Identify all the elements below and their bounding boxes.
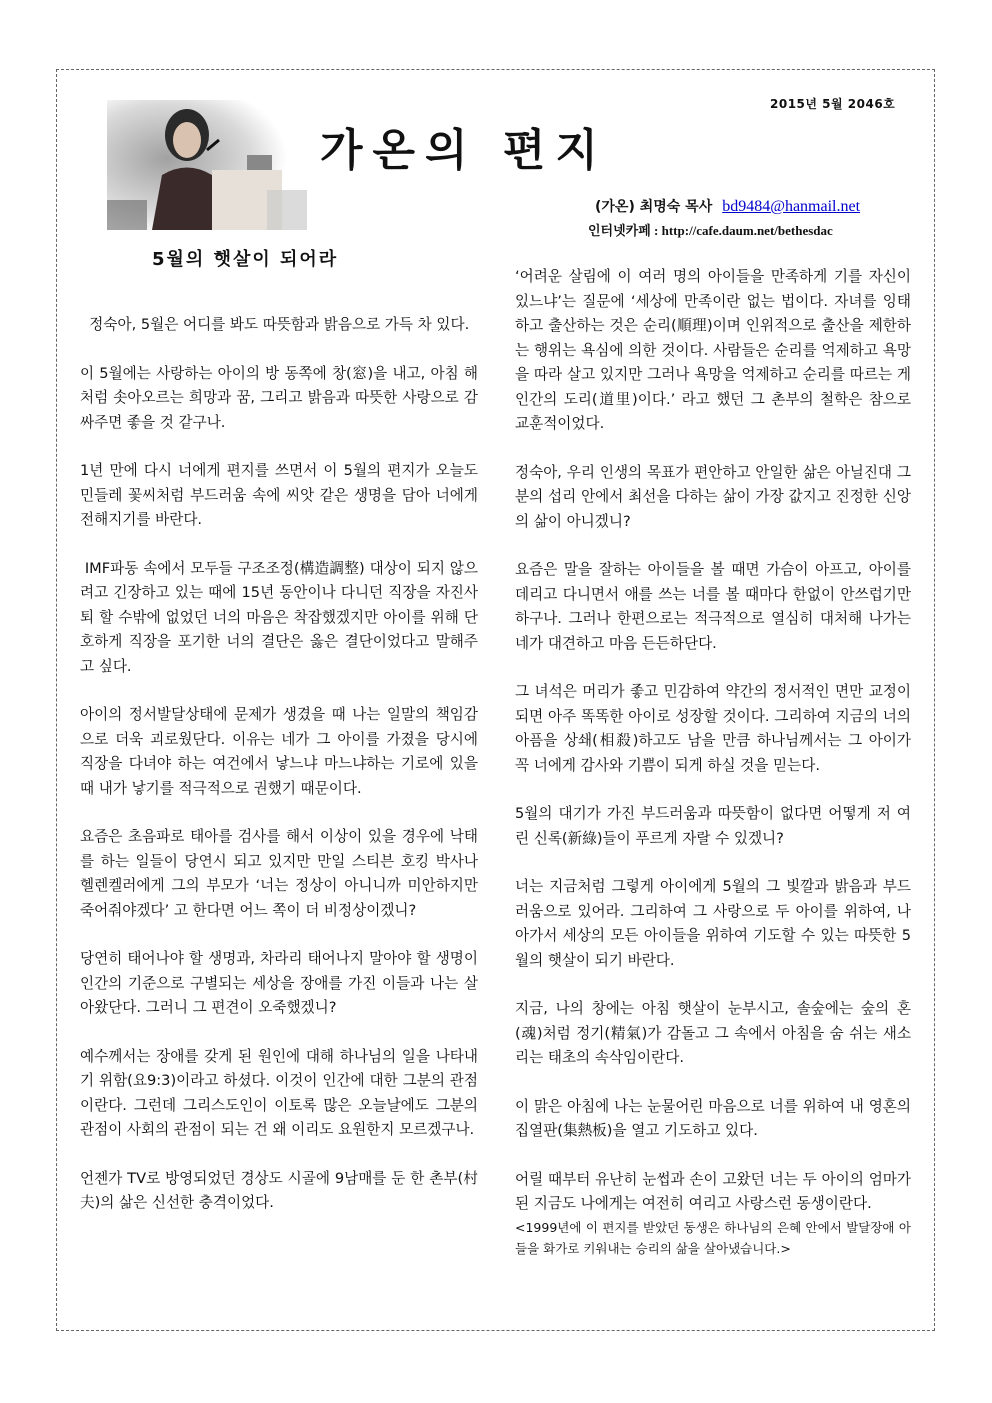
paragraph: 이 맑은 아침에 나는 눈물어린 마음으로 너를 위하여 내 영혼의 집열판(集熱板)을 열고 기도하고 있다. [515,1097,911,1139]
paragraph: 요즘은 초음파로 태아를 검사를 해서 이상이 있을 경우에 낙태를 하는 일들이 당연시 되고 있지만 만일 스티븐 호킹 박사나 헬렌켈러에게 그의 부모가 ‘너는 정상이 아니니까 미안하지만 죽어줘야겠다’ 고 한다면 어느 쪽이 더 비정상이겠니? [80,828,478,919]
author-line [595,196,860,216]
paragraph: 요즘은 말을 잘하는 아이들을 볼 때면 가슴이 아프고, 아이를 데리고 다니면서 애를 쓰는 너를 볼 때마다 한없이 안쓰럽기만 하구나. 그러나 한편으로는 적극적으로 열심히 대처해 나가는 네가 대견하고 마음 든든하단다. [515,561,911,652]
author-name: (가온) 최명숙 목사 [595,199,713,215]
paragraph: 그 녀석은 머리가 좋고 민감하여 약간의 정서적인 면만 교정이 되면 아주 똑똑한 아이로 성장할 것이다. 그리하여 지금의 너의 아픔을 상쇄(相殺)하고도 남을 만큼 하나님께서는 그 아이가 꼭 너에게 감사와 기쁨이 되게 하실 것을 믿는다. [515,683,911,774]
left-column [80,313,478,1240]
paragraph: 5월의 대기가 가진 부드러움과 따뜻함이 없다면 어떻게 저 여린 신록(新綠)들이 푸르게 자랄 수 있겠니? [515,805,911,847]
paragraph: 1년 만에 다시 너에게 편지를 쓰면서 이 5월의 편지가 오늘도 민들레 꽃씨처럼 부드러움 속에 씨앗 같은 생명을 담아 너에게 전해지기를 바란다. [80,462,478,528]
paragraph: 이 5월에는 사랑하는 아이의 방 동쪽에 창(窓)을 내고, 아침 해처럼 솟아오르는 희망과 꿈, 그리고 밝음과 따뜻한 사랑으로 감싸주면 좋을 것 같구나. [80,364,478,431]
paragraph: 지금, 나의 창에는 아침 햇살이 눈부시고, 솔숲에는 숲의 혼(魂)처럼 정기(精氣)가 감돌고 그 속에서 아침을 숨 쉬는 새소리는 태초의 속삭임이란다. [515,1000,911,1066]
cafe-url: 인터넷카페 : http://cafe.daum.net/bethesdac [588,223,833,238]
paragraph: 예수께서는 장애를 갖게 된 원인에 대해 하나님의 일을 나타내기 위함(요9:3)이라고 하셨다. 이것이 인간에 대한 그분의 관점이란다. 그런데 그리스도인이 이토록 많은 오늘날에도 그분의 관점이 사회의 관점이 되는 건 왜 이리도 요원한지 모르겠구나. [80,1047,478,1138]
paragraph: 정숙아, 우리 인생의 목표가 편안하고 안일한 삶은 아닐진대 그분의 섭리 안에서 최선을 다하는 삶이 가장 값지고 진정한 신앙의 삶이 아니겠니? [515,463,911,530]
paragraph: IMF파동 속에서 모두들 구조조정(構造調整) 대상이 되지 않으려고 긴장하고 있는 때에 15년 동안이나 다니던 직장을 자진사퇴 할 수밖에 없었던 너의 마음은 착잡했겠지만 아이를 위해 단호하게 직장을 포기한 너의 결단은 옳은 결단이었다고 말해주고 싶다. [80,559,478,675]
closing-note: <1999년에 이 편지를 받았던 동생은 하나님의 은혜 안에서 발달장애 아들을 화가로 키워내는 승리의 삶을 살아냈습니다.> [515,1219,911,1256]
paragraph: 아이의 정서발달상태에 문제가 생겼을 때 나는 일말의 책임감으로 더욱 괴로웠단다. 이유는 네가 그 아이를 가졌을 당시에 직장을 다녀야 하는 여건에서 낳느냐 마느냐하는 기로에 있을 때 내가 낳기를 적극적으로 권했기 때문이다. [80,706,478,797]
paragraph: 어릴 때부터 유난히 눈썹과 손이 고왔던 너는 두 아이의 엄마가 된 지금도 나에게는 여전히 여리고 사랑스런 동생이란다. [515,1170,911,1212]
issue-number: 2015년 5월 2046호 [770,97,896,111]
paragraph: 언젠가 TV로 방영되었던 경상도 시골에 9남매를 둔 한 촌부(村夫)의 삶은 신선한 충격이었다. [80,1169,478,1211]
email-link[interactable]: bd9484@hanmail.net [722,198,861,215]
paragraph: 너는 지금처럼 그렇게 아이에게 5월의 그 빛깔과 밝음과 부드러움으로 있어라. 그리하여 그 사랑으로 두 아이를 위하여, 나아가서 세상의 모든 아이들을 위하여 기도할 수 있는 따뜻한 5월의 햇살이 되기 바란다. [515,878,911,969]
paragraph: ‘어려운 살림에 이 여러 명의 아이들을 만족하게 기를 자신이 있느냐’는 질문에 ‘세상에 만족이란 없는 법이다. 자녀를 잉태하고 출산하는 것은 순리(順理)이며 인위적으로 출산을 제한하는 행위는 욕심에 의한 것이다. 사람들은 순리를 억제하고 욕망을 따라 살고 있지만 그러나 욕망을 억제하고 순리를 따르는 게 인간의 도리(道里)이다.’ 라고 했던 그 촌부의 철학은 참으로 교훈적이었다. [515,268,911,432]
newsletter-title: 가온의 편지 [320,125,608,176]
article-headline: 5월의 햇살이 되어라 [152,249,339,270]
paragraph: 당연히 태어나야 할 생명과, 차라리 태어나지 말아야 할 생명이 인간의 기준으로 구별되는 세상을 장애를 가진 이들과 나는 살아왔단다. 그러니 그 편견이 오죽했겠니? [80,950,478,1016]
paragraph: 정숙아, 5월은 어디를 봐도 따뜻함과 밝음으로 가득 차 있다. [80,316,470,333]
right-column [515,265,911,1283]
